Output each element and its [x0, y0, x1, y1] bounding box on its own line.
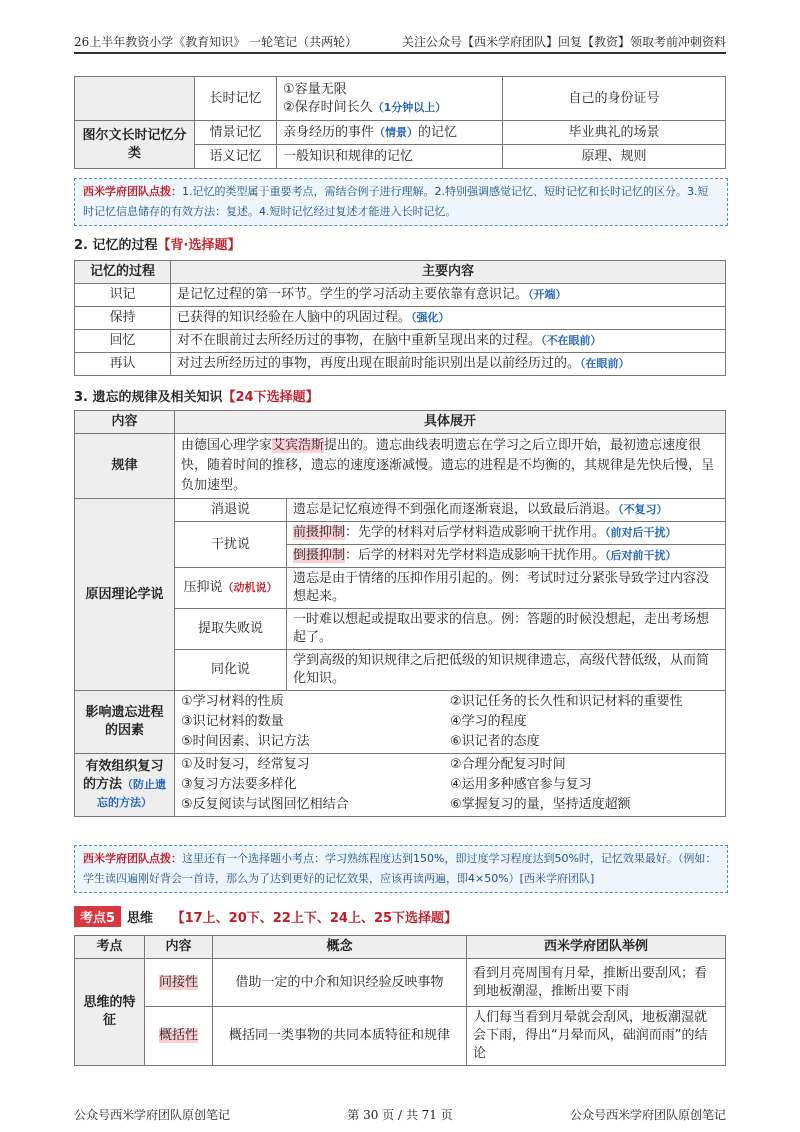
table-cell: 干扰说: [175, 522, 287, 568]
cell-text: 对过去所经历过的事物，再度出现在眼前时能识别出是以前经历过的。: [177, 356, 581, 371]
highlight-term: 概括性: [158, 1028, 198, 1043]
table-cell: [277, 121, 503, 145]
list-item: ④运用多种感官参与复习: [450, 777, 592, 792]
cell-text: ：先学的材料对后学材料造成影响干扰作用。: [345, 525, 606, 540]
table-cell: [145, 1007, 213, 1066]
highlight-term: 间接性: [158, 974, 198, 990]
table-cell: [171, 353, 726, 376]
factor-list: [181, 693, 719, 751]
list-item: ④学习的程度: [450, 714, 527, 729]
tip-text: 这里还有一个选择题小考点：学习熟练程度达到150%，即过度学习程度达到50%时，记忆效果最好。（例如：学生读四遍刚好背会一首诗，那么为了达到更好的记忆效果，应该再读两遍，即4×50%）[西米学府团队]: [83, 852, 717, 885]
cell-text: 是记忆过程的第一环节。学生的学习活动主要依靠有意识记。: [177, 287, 529, 302]
forgetting-table: [74, 410, 726, 817]
cell-tag: （在眼前）: [580, 357, 630, 370]
cell-tag: （开端）: [528, 288, 567, 301]
list-item: ③复习方法要多样化: [181, 777, 297, 792]
cell-text: 已获得的知识经验在人脑中的巩固过程。: [177, 310, 412, 325]
highlight-term: 前摄抑制: [293, 525, 346, 540]
table-cell: 长时记忆: [195, 77, 277, 121]
table-cell: 思维的特征: [75, 959, 145, 1066]
table-cell: 借助一定的中介和知识经验反映事物: [213, 959, 467, 1007]
table-cell: 毕业典礼的场景: [503, 121, 726, 145]
cell-tag: （动机说）: [222, 581, 278, 594]
table-cell: [145, 959, 213, 1007]
cell-text: ②保存时间长久: [283, 99, 373, 115]
cell-tag: （防止遗忘的方法）: [97, 778, 166, 809]
list-item: ①及时复习，经常复习: [181, 757, 310, 772]
table-cell: 规律: [75, 434, 175, 499]
list-item: ⑤时间因素、识记方法: [181, 734, 310, 749]
table-cell: 消退说: [175, 499, 287, 522]
table-header: 具体展开: [175, 411, 726, 434]
cell-text: 压抑说: [183, 580, 223, 595]
table-cell: [175, 568, 287, 609]
table-cell: 再认: [75, 353, 171, 376]
table-cell: 影响遗忘进程的因素: [75, 691, 175, 754]
memory-process-table: [74, 260, 726, 376]
header-right: 关注公众号【西米学府团队】回复【教资】领取考前冲刺资料: [401, 35, 726, 49]
table-cell: [171, 307, 726, 330]
tip-text: 1.记忆的类型属于重要考点，需结合例子进行理解。2.特别强调感觉记忆、短时记忆和长时记忆的区分。3.短时记忆信息储存的有效方法：复述。4.短时记忆经过复述才能进入长时记忆。: [83, 185, 709, 218]
table-cell: 提取失败说: [175, 609, 287, 650]
section-title: [74, 386, 319, 405]
table-cell: 同化说: [175, 650, 287, 691]
table-cell: 看到月亮周围有月晕，推断出要刮风；看到地板潮湿，推断出要下雨: [467, 959, 726, 1007]
cell-text: 由德国心理学家: [181, 438, 273, 453]
table-cell: 人们每当看到月晕就会刮风，地板潮湿就会下雨，得出“月晕而风，础润而雨”的结论: [467, 1007, 726, 1066]
highlight-term: 倒摄抑制: [293, 548, 346, 563]
tip-box: [74, 845, 728, 893]
table-cell: [287, 499, 726, 522]
list-item: ⑥识记者的态度: [450, 734, 540, 749]
list-item: ①学习材料的性质: [181, 694, 284, 709]
method-list: [181, 756, 719, 814]
cell-text: 的记忆: [418, 124, 458, 140]
page-number: 第 30 页 / 共 71 页: [347, 1108, 453, 1122]
table-cell: [171, 330, 726, 353]
table-cell: 原理、规则: [503, 145, 726, 169]
section-title-text: 3. 遗忘的规律及相关知识: [74, 390, 223, 405]
cell-text: 亲身经历的事件: [283, 124, 375, 140]
cell-line: [283, 99, 496, 117]
footer-left: 公众号西米学府团队原创笔记: [74, 1108, 231, 1122]
table-header: 主要内容: [171, 261, 726, 284]
cell-text: ：后学的材料对先学材料造成影响干扰作用。: [345, 548, 606, 563]
list-item: ⑥掌握复习的量，坚持适度超额: [450, 797, 631, 812]
thinking-table: [74, 935, 726, 1066]
table-cell: 图尔文长时记忆分类: [75, 121, 195, 169]
table-cell: 自己的身份证号: [503, 77, 726, 121]
table-cell: 学到高级的知识规律之后把低级的知识规律遗忘，高级代替低级，从而简化知识。: [287, 650, 726, 691]
table-header: 内容: [145, 936, 213, 959]
section-tag: 【背·选择题】: [157, 238, 241, 253]
cell-text: 遗忘是记忆痕迹得不到强化而逐渐衰退，以致最后消退。: [293, 502, 619, 517]
section-title-text: 2. 记忆的过程: [74, 238, 158, 253]
table-cell: [287, 522, 726, 545]
section-title-text: 思维: [127, 911, 154, 926]
table-cell: 情景记忆: [195, 121, 277, 145]
page-header: [74, 28, 726, 54]
tip-label: 西米学府团队点拨：: [83, 852, 182, 865]
tip-label: 西米学府团队点拨：: [83, 185, 182, 198]
table-header: 西米学府团队举例: [467, 936, 726, 959]
section-tag: 【17上、20下、22上下、24上、25下选择题】: [171, 911, 458, 926]
table-cell: [175, 754, 726, 817]
topic-badge: 考点5: [74, 906, 121, 927]
cell-tag: （后对前干扰）: [605, 549, 677, 562]
table-header: 内容: [75, 411, 175, 434]
cell-tag: （前对后干扰）: [605, 526, 677, 539]
table-cell: 一般知识和规律的记忆: [277, 145, 503, 169]
table-cell: 保持: [75, 307, 171, 330]
page-footer: [74, 1106, 726, 1123]
list-item: ②合理分配复习时间: [450, 757, 566, 772]
memory-type-table: [74, 76, 726, 169]
cell-tag: （不复习）: [618, 503, 668, 516]
section-title: [74, 906, 457, 927]
table-cell: [75, 77, 195, 121]
table-cell: 概括同一类事物的共同本质特征和规律: [213, 1007, 467, 1066]
tip-box: [74, 178, 728, 226]
cell-line: ①容量无限: [283, 81, 347, 97]
cell-text: 提出的。遗忘曲线表明遗忘在学习之后立即开始，最初遗忘速度很快，随着时间的推移，遗忘的速度逐渐减慢。遗忘的进程是不均衡的，其规律是先快后慢，呈负加速型。: [181, 438, 715, 493]
table-cell: 回忆: [75, 330, 171, 353]
cell-tag: （强化）: [411, 311, 450, 324]
table-cell: 一时难以想起或提取出要求的信息。例：答题的时候没想起，走出考场想起了。: [287, 609, 726, 650]
cell-text: 对不在眼前过去所经历过的事物，在脑中重新呈现出来的过程。: [177, 333, 542, 348]
table-cell: 原因理论学说: [75, 499, 175, 691]
table-header: 概念: [213, 936, 467, 959]
table-cell: 语义记忆: [195, 145, 277, 169]
highlight-name: 艾宾浩斯: [272, 438, 325, 453]
table-cell: 遗忘是由于情绪的压抑作用引起的。例：考试时过分紧张导致学过内容没想起来。: [287, 568, 726, 609]
cell-text: 有效组织复习的方法: [82, 759, 164, 792]
table-header: 考点: [75, 936, 145, 959]
cell-tag: （1分钟以上）: [372, 100, 447, 114]
table-cell: 识记: [75, 284, 171, 307]
table-header: 记忆的过程: [75, 261, 171, 284]
footer-right: 公众号西米学府团队原创笔记: [569, 1108, 726, 1122]
cell-tag: （情景）: [374, 125, 419, 139]
table-cell: [175, 434, 726, 499]
section-tag: 【24下选择题】: [222, 390, 319, 405]
cell-tag: （不在眼前）: [541, 334, 602, 347]
table-cell: [277, 77, 503, 121]
table-cell: [175, 691, 726, 754]
list-item: ⑤反复阅读与试图回忆相结合: [181, 797, 349, 812]
header-left: 26上半年教资小学《教育知识》 一轮笔记（共两轮）: [74, 35, 358, 49]
list-item: ③识记材料的数量: [181, 714, 284, 729]
section-title: [74, 234, 240, 253]
list-item: ②识记任务的长久性和识记材料的重要性: [450, 694, 683, 709]
table-cell: [287, 545, 726, 568]
table-cell: [171, 284, 726, 307]
table-cell: [75, 754, 175, 817]
